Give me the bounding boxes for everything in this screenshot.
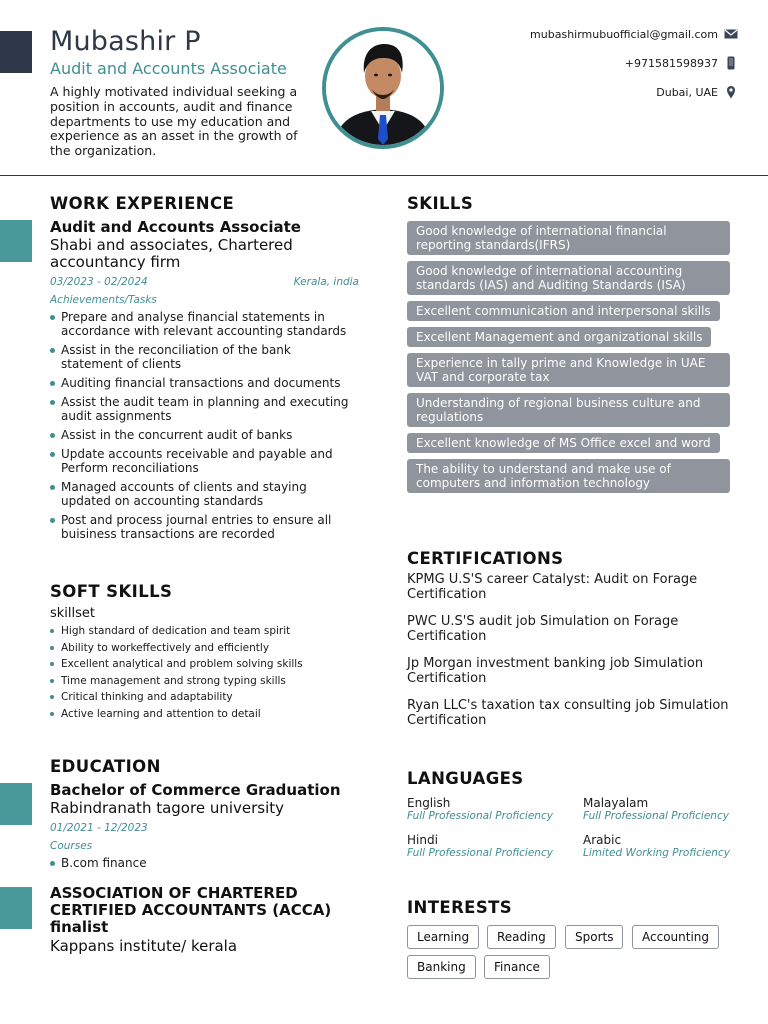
interest-tag: Reading — [487, 925, 556, 949]
work-accent-bar — [0, 220, 32, 262]
list-item: Managed accounts of clients and staying updated on accounting standards — [50, 480, 350, 508]
list-item: Ability to workeffectively and efficiently — [50, 642, 350, 654]
job-location: Kerala, india — [293, 276, 359, 288]
location-pin-icon — [724, 85, 738, 99]
list-item: Update accounts receivable and payable and Perform reconciliations — [50, 447, 350, 475]
list-item: Assist in the concurrent audit of banks — [50, 428, 350, 442]
education-accent-bar — [0, 783, 32, 825]
soft-skills-heading: SOFT SKILLS — [50, 582, 173, 601]
language-arabic — [583, 833, 730, 859]
soft-skills-subtitle: skillset — [50, 606, 96, 621]
list-item: Excellent analytical and problem solving skills — [50, 658, 350, 670]
employer-name: Shabi and associates, Chartered accountancy firm — [50, 236, 293, 271]
work-experience-heading: WORK EXPERIENCE — [50, 194, 235, 213]
tasks-list — [50, 310, 350, 546]
phone-text: +971581598937 — [624, 57, 718, 70]
contact-email[interactable] — [438, 28, 738, 41]
interest-tag: Accounting — [632, 925, 719, 949]
header-divider — [0, 175, 768, 176]
skill-chip: Good knowledge of international accounting standards (IAS) and Auditing Standards (ISA) — [407, 261, 730, 295]
courses-label: Courses — [50, 840, 93, 852]
language-malayalam — [583, 796, 729, 822]
skill-chip: Experience in tally prime and Knowledge in UAE VAT and corporate tax — [407, 353, 730, 387]
tasks-label: Achievements/Tasks — [50, 294, 157, 306]
contact-location — [438, 86, 738, 99]
skill-chip: The ability to understand and make use of computers and information technology — [407, 459, 730, 493]
list-item: PWC U.S'S audit job Simulation on Forage Certification — [407, 614, 679, 644]
avatar-illustration — [326, 31, 440, 145]
envelope-icon — [724, 27, 738, 41]
interest-tag: Sports — [565, 925, 623, 949]
certifications-heading: CERTIFICATIONS — [407, 549, 564, 568]
job-dates: 03/2023 - 02/2024 — [50, 276, 148, 288]
language-level: Full Professional Proficiency — [407, 847, 553, 859]
certifications-list — [407, 573, 737, 741]
language-name: Hindi — [407, 833, 438, 847]
list-item: Active learning and attention to detail — [50, 708, 350, 720]
contact-phone[interactable] — [438, 57, 738, 70]
list-item: Ryan LLC's taxation tax consulting job Simulation Certification — [407, 698, 729, 728]
interest-tag: Banking — [407, 955, 476, 979]
skill-chip: Excellent communication and interpersonal skills — [407, 301, 720, 321]
courses-list — [50, 856, 350, 875]
candidate-name: Mubashir P — [50, 26, 201, 57]
acca-institute: Kappans institute/ kerala — [50, 937, 238, 955]
language-name: English — [407, 796, 451, 810]
skill-chip: Good knowledge of international financial reporting standards(IFRS) — [407, 221, 730, 255]
list-item: Assist the audit team in planning and executing audit assignments — [50, 395, 350, 423]
skill-chip: Excellent Management and organizational skills — [407, 327, 711, 347]
list-item: Auditing financial transactions and documents — [50, 376, 350, 390]
language-english — [407, 796, 553, 822]
language-name: Arabic — [583, 833, 622, 847]
location-text: Dubai, UAE — [656, 86, 718, 99]
list-item: Jp Morgan investment banking job Simulation Certification — [407, 656, 704, 686]
language-level: Limited Working Proficiency — [583, 847, 730, 859]
list-item: Critical thinking and adaptability — [50, 691, 350, 703]
university-name: Rabindranath tagore university — [50, 799, 285, 817]
list-item: Assist in the reconciliation of the bank statement of clients — [50, 343, 350, 371]
soft-skills-list — [50, 625, 350, 724]
skills-list — [407, 221, 730, 499]
job-title: Audit and Accounts Associate — [50, 218, 301, 236]
interest-tag: Finance — [484, 955, 550, 979]
education-heading: EDUCATION — [50, 757, 161, 776]
degree-title: Bachelor of Commerce Graduation — [50, 781, 341, 799]
phone-icon — [724, 56, 738, 70]
language-name: Malayalam — [583, 796, 649, 810]
language-level: Full Professional Proficiency — [583, 810, 729, 822]
education-dates: 01/2021 - 12/2023 — [50, 822, 148, 834]
email-text: mubashirmubuofficial@gmail.com — [530, 28, 718, 41]
profile-summary: A highly motivated individual seeking a position in accounts, audit and finance departments to use my education and experience as an asset in the growth of the organization. — [50, 84, 298, 159]
language-hindi — [407, 833, 553, 859]
header-accent-bar — [0, 31, 32, 73]
skills-heading: SKILLS — [407, 194, 474, 213]
acca-title: ASSOCIATION OF CHARTERED CERTIFIED ACCOUNTANTS (ACCA) finalist — [50, 884, 332, 936]
interests-heading: INTERESTS — [407, 898, 513, 917]
list-item: High standard of dedication and team spirit — [50, 625, 350, 637]
language-level: Full Professional Proficiency — [407, 810, 553, 822]
languages-heading: LANGUAGES — [407, 769, 524, 788]
list-item: Prepare and analyse financial statements in accordance with relevant accounting standards — [50, 310, 350, 338]
interest-tag: Learning — [407, 925, 479, 949]
list-item: Post and process journal entries to ensure all buisiness transactions are recorded — [50, 513, 350, 541]
candidate-role: Audit and Accounts Associate — [50, 59, 287, 78]
list-item: Time management and strong typing skills — [50, 675, 350, 687]
list-item: B.com finance — [50, 856, 350, 870]
acca-accent-bar — [0, 887, 32, 929]
skill-chip: Excellent knowledge of MS Office excel and word — [407, 433, 720, 453]
skill-chip: Understanding of regional business culture and regulations — [407, 393, 730, 427]
list-item: KPMG U.S'S career Catalyst: Audit on Forage Certification — [407, 572, 698, 602]
profile-photo — [322, 27, 444, 149]
